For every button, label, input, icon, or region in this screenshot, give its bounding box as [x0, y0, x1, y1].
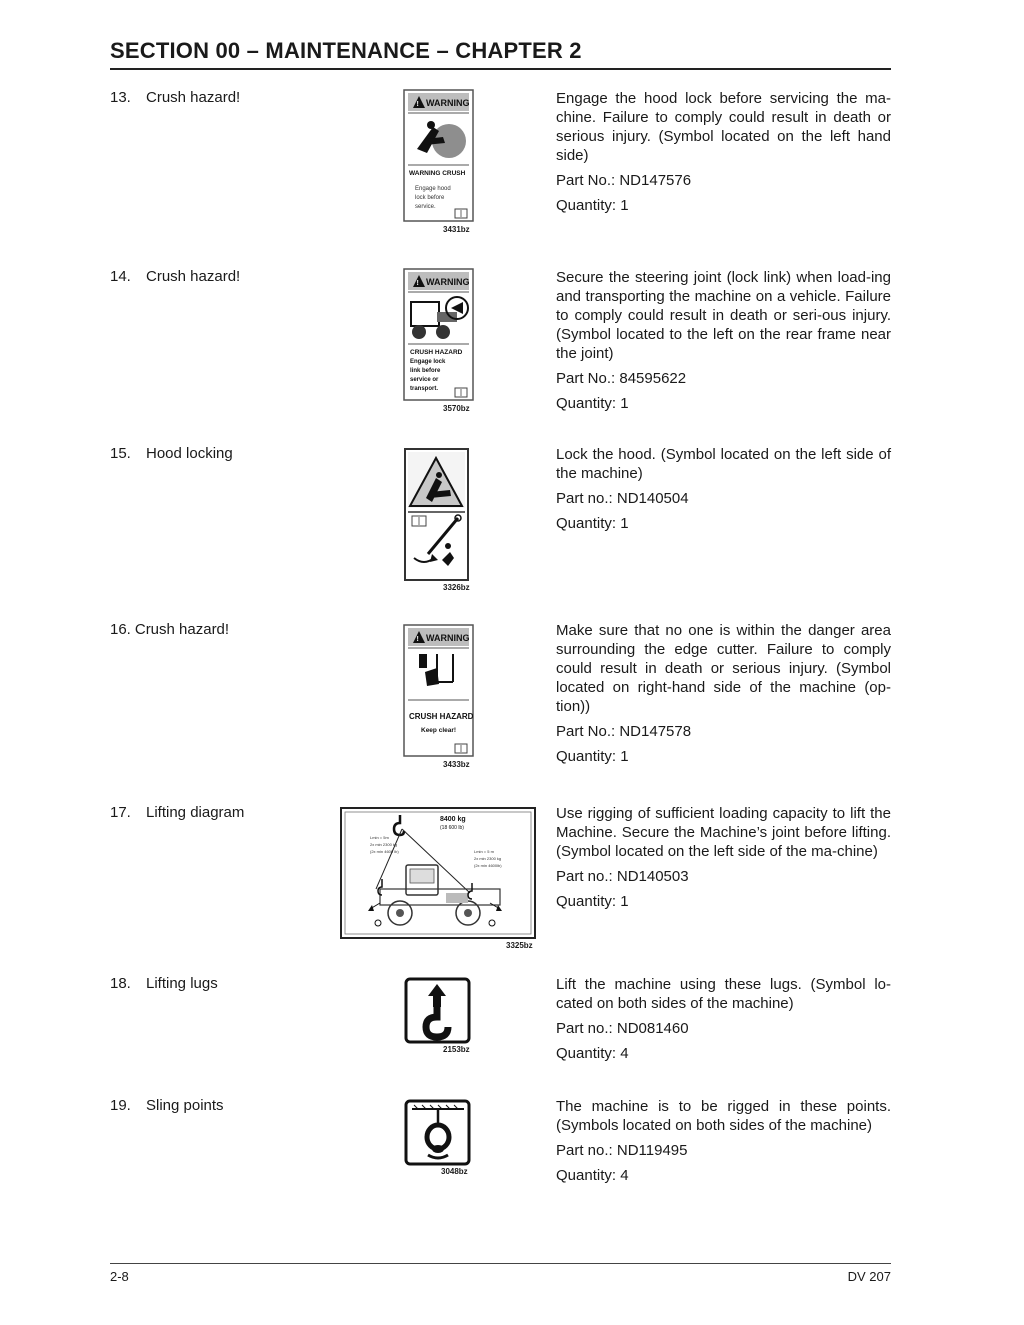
- item-description-block: [556, 804, 891, 917]
- item-description-block: [556, 268, 891, 419]
- left-note: (2x min 4600 lb): [370, 849, 399, 854]
- item-description-block: [556, 445, 891, 539]
- decal-line: Engage lock: [410, 359, 446, 365]
- item-title: [110, 89, 240, 106]
- item-description-block: [556, 89, 891, 221]
- quantity: Quantity: 1: [556, 748, 629, 765]
- item-number: 16.: [110, 621, 131, 638]
- quantity: Quantity: 1: [556, 893, 629, 910]
- figure-id: 3325bz: [506, 941, 533, 950]
- item-number: 14.: [110, 268, 131, 285]
- decal-line: service or: [410, 377, 439, 383]
- quantity: Quantity: 1: [556, 395, 629, 412]
- svg-text:!: !: [416, 280, 419, 287]
- item-name: Crush hazard!: [134, 621, 230, 638]
- hood-locking-decal: [404, 448, 470, 582]
- item-name: Crush hazard!: [146, 89, 241, 106]
- part-number: Part No.: 84595622: [556, 370, 687, 387]
- page-footer: [110, 1263, 891, 1284]
- figure-id: 3433bz: [443, 760, 470, 769]
- decal-banner: WARNING: [426, 98, 470, 108]
- quantity: Quantity: 1: [556, 197, 629, 214]
- item-description: Engage the hood lock before servicing the ma-chine. Failure to comply could result in death or serious injury. (Symbol located on the left hand side): [556, 90, 891, 164]
- page-number: 2-8: [110, 1269, 129, 1284]
- item-description: Lift the machine using these lugs. (Symbol lo-cated on both sides of the machine): [556, 976, 891, 1012]
- item-description: Make sure that no one is within the danger area surrounding the edge cutter. Failure to comply could result in death or serious injury. (Symbol located on right-hand side of the machine (op-tion)): [556, 622, 891, 715]
- item-number: 19.: [110, 1097, 131, 1114]
- part-number: Part No.: ND147578: [556, 723, 692, 740]
- lift-weight: 8400 kg: [440, 816, 466, 823]
- left-note: 2x min 2300 kg: [370, 842, 398, 847]
- warning-crush-hood-decal: [403, 89, 475, 223]
- lift-weight-lb: (18 600 lb): [440, 825, 464, 831]
- item-title: [110, 445, 233, 462]
- quantity: Quantity: 1: [556, 515, 629, 532]
- svg-text:!: !: [416, 636, 419, 643]
- item-title: [110, 804, 244, 821]
- decal-heading: CRUSH HAZARD: [409, 712, 474, 721]
- decal-line: transport.: [410, 386, 439, 392]
- decal-line: Keep clear!: [421, 727, 457, 734]
- item-description-block: [556, 975, 891, 1069]
- item-number: 18.: [110, 975, 131, 992]
- decal-heading: CRUSH HAZARD: [410, 349, 463, 356]
- item-description-block: [556, 1097, 891, 1191]
- item-number: 15.: [110, 445, 131, 462]
- model-name: DV 207: [847, 1269, 891, 1284]
- part-number: Part no.: ND140504: [556, 490, 689, 507]
- item-name: Crush hazard!: [146, 268, 241, 285]
- decal-line: lock before: [415, 195, 445, 201]
- quantity: Quantity: 4: [556, 1045, 629, 1062]
- item-number: 13.: [110, 89, 131, 106]
- part-number: Part no.: ND119495: [556, 1142, 688, 1159]
- lifting-diagram-decal: [340, 807, 536, 939]
- lifting-hook-icon: [404, 977, 472, 1045]
- item-name: Lifting lugs: [146, 975, 218, 992]
- item-name: Lifting diagram: [146, 804, 245, 821]
- part-number: Part no.: ND140503: [556, 868, 689, 885]
- item-name: Sling points: [146, 1097, 224, 1114]
- item-description: Use rigging of sufficient loading capacity to lift the Machine. Secure the Machine’s joint before lifting. (Symbol located on the left side of the ma-chine): [556, 805, 891, 860]
- item-title: [110, 268, 240, 285]
- item-title: [110, 1097, 224, 1114]
- quantity: Quantity: 4: [556, 1167, 629, 1184]
- decal-heading: WARNING CRUSH: [409, 170, 466, 177]
- figure-id: 3048bz: [441, 1167, 468, 1176]
- decal-banner: WARNING: [426, 633, 470, 643]
- right-note: Lmin = 5 m: [474, 849, 494, 854]
- decal-line: link before: [410, 368, 441, 374]
- crush-hazard-keep-clear-decal: [403, 624, 475, 758]
- decal-line: Engage hood: [415, 186, 451, 192]
- right-note: 2x min 2300 kg: [474, 856, 502, 861]
- left-note: Lmin = 5m: [370, 835, 389, 840]
- item-title: [110, 975, 218, 992]
- figure-id: 3570bz: [443, 404, 470, 413]
- item-name: Hood locking: [146, 445, 233, 462]
- svg-text:!: !: [416, 101, 419, 108]
- section-title: SECTION 00 – MAINTENANCE – CHAPTER 2: [110, 38, 582, 63]
- item-description: Lock the hood. (Symbol located on the left side of the machine): [556, 446, 891, 482]
- item-description: The machine is to be rigged in these points. (Symbols located on both sides of the machine): [556, 1098, 891, 1134]
- figure-id: 3431bz: [443, 225, 470, 234]
- part-number: Part no.: ND081460: [556, 1020, 689, 1037]
- item-description-block: [556, 621, 891, 772]
- item-title: [110, 621, 229, 638]
- right-note: (2x min 4600lb): [474, 863, 502, 868]
- page-header: [110, 38, 891, 70]
- crush-hazard-lock-link-decal: [403, 268, 475, 402]
- part-number: Part No.: ND147576: [556, 172, 692, 189]
- figure-id: 3326bz: [443, 583, 470, 592]
- sling-point-icon: [404, 1099, 472, 1167]
- figure-id: 2153bz: [443, 1045, 470, 1054]
- item-number: 17.: [110, 804, 131, 821]
- item-description: Secure the steering joint (lock link) when load-ing and transporting the machine on a vehicle. Failure to comply could result in death or seri-ous injury. (Symbol located to the left on the rear frame near the joint): [556, 269, 891, 362]
- decal-banner: WARNING: [426, 277, 470, 287]
- decal-line: service.: [415, 204, 436, 210]
